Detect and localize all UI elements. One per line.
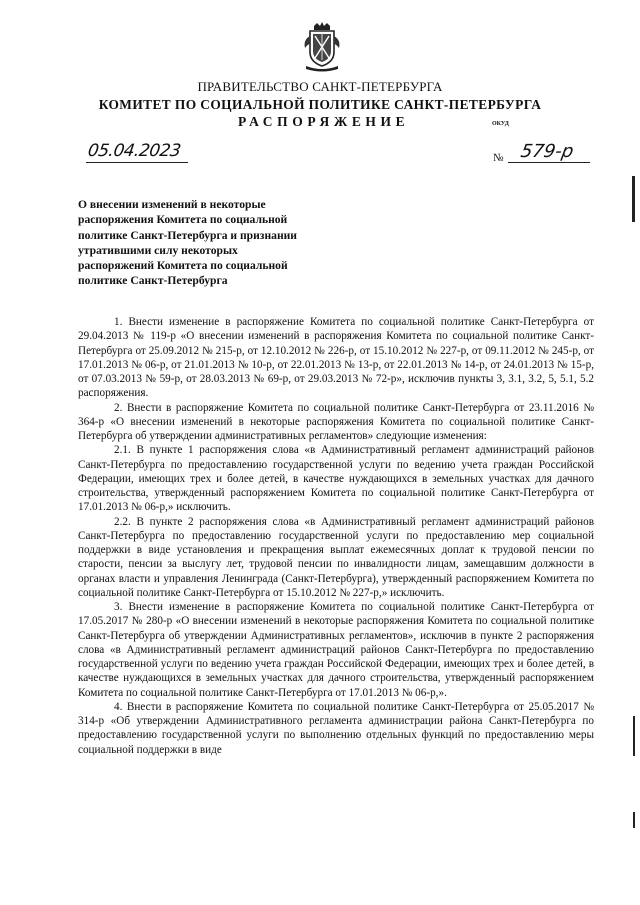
subject-line: утратившими силу некоторых [78, 243, 238, 257]
scan-edge-mark [632, 176, 635, 222]
number-label: № [493, 152, 504, 164]
date-underline [86, 162, 188, 163]
subject-line: политике Санкт-Петербурга и признании [78, 228, 297, 242]
emblem-icon [300, 22, 344, 72]
document-body [78, 315, 594, 757]
okud-label: ОКУД [492, 121, 509, 127]
number-underline [508, 162, 590, 163]
document-subject [78, 197, 338, 289]
paragraph: 1. Внести изменение в распоряжение Комитета по социальной политике Санкт-Петербурга от 29.04.2013 № 119-р «О внесении изменений в распоряжения Комитета по социальной политике Санкт-Петербурга от 25.09.2012 № 215-р, от 12.10.2012 № 226-р, от 15.10.2012 № 227-р, от 09.11.2012 № 245-р, от 17.01.2013 № 06-р, от 21.01.2013 № 10-р, от 22.01.2013 № 13-р, от 22.01.2013 № 14-р, от 24.01.2013 № 15-р, от 07.03.2013 № 59-р, от 28.03.2013 № 69-р, от 29.03.2013 № 72-р», исключив пункты 3, 3.1, 3.2, 5, 5.1, 5.2 распоряжения. [78, 316, 594, 400]
paragraph: 4. Внести в распоряжение Комитета по социальной политике Санкт-Петербурга от 25.05.2017 № 314-р «Об утверждении Административного регламента администрации района Санкт-Петербурга по предоставлению государственной услуги по выполнению отдельных функций по предоставлению меры социальной поддержки в виде [78, 700, 594, 756]
committee-title: КОМИТЕТ ПО СОЦИАЛЬНОЙ ПОЛИТИКЕ САНКТ-ПЕТЕРБУРГА [98, 97, 542, 112]
paragraph: 3. Внести изменение в распоряжение Комитета по социальной политике Санкт-Петербурга от 17.05.2017 № 280-р «О внесении изменений в некоторые распоряжения Комитета по социальной политике Санкт-Петербурга об утверждении Административных регламентов», исключив в пункте 2 распоряжения слова «в Административный регламент администраций районов Санкт-Петербурга по предоставлению государственной услуги по ведению учета граждан Российской Федерации, имеющих трех и более детей, в качестве нуждающихся в земельных участках для дачного строительства, утвержденный распоряжением Комитета по социальной политике Санкт-Петербурга от 17.01.2013 № 06-р,». [78, 601, 594, 699]
subject-line: распоряжений Комитета по социальной [78, 259, 288, 273]
document-date: 05.04.2023 [86, 141, 182, 161]
scan-edge-mark [633, 716, 635, 756]
government-title: ПРАВИТЕЛЬСТВО САНКТ-ПЕТЕРБУРГА [197, 79, 443, 94]
paragraph: 2.1. В пункте 1 распоряжения слова «в Административный регламент администраций районов Санкт-Петербурга по предоставлению государственной услуги по ведению учета граждан Российской Федерации, имеющих трех и более детей, в качестве нуждающихся в земельных участках для дачного строительства, утвержденный распоряжением Комитета по социальной политике Санкт-Петербурга от 17.01.2013 № 06-р,» исключить. [78, 444, 594, 514]
paragraph: 2.2. В пункте 2 распоряжения слова «в Административный регламент администраций районов Санкт-Петербурга по предоставлению государственной услуги по предоставлению мер социальной поддержки в виде установления и прекращения выплат ежемесячных доплат к трудовой пенсии по старости, пенсии за выслугу лет, трудовой пенсии по инвалидности лицам, замещавшим должности в органах власти и управления Ленинграда (Санкт-Петербурга), утвержденный распоряжением Комитета по социальной политике Санкт-Петербурга от 15.10.2012 № 227-р,» исключить. [78, 515, 594, 599]
subject-line: распоряжения Комитета по социальной [78, 213, 288, 227]
document-type: РАСПОРЯЖЕНИЕ [238, 114, 410, 129]
subject-line: О внесении изменений в некоторые [78, 198, 266, 211]
document-number: 579-р [519, 141, 576, 162]
subject-line: политике Санкт-Петербурга [78, 274, 228, 288]
scan-edge-mark [633, 812, 635, 828]
paragraph: 2. Внести в распоряжение Комитета по социальной политике Санкт-Петербурга от 23.11.2016 № 364-р «О внесении изменений в некоторые распоряжения Комитета по социальной политике Санкт-Петербурга об утверждении административных регламентов» следующие изменения: [78, 401, 594, 442]
